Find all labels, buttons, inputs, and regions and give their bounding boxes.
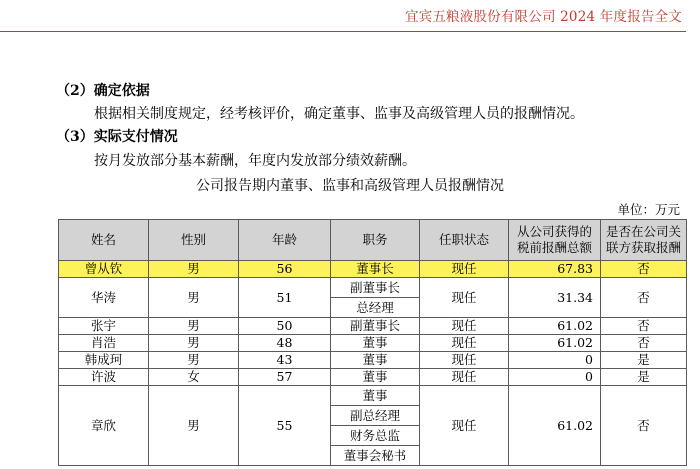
cell-pay: 31.34 (509, 278, 601, 318)
cell-pay: 67.83 (509, 261, 601, 278)
cell-status: 现任 (420, 352, 509, 369)
cell-position: 董事 (331, 335, 420, 352)
cell-age: 56 (239, 261, 331, 278)
cell-gender: 男 (149, 335, 239, 352)
header-position: 职务 (331, 220, 420, 261)
cell-gender: 女 (149, 369, 239, 386)
header-age: 年龄 (239, 220, 331, 261)
cell-name: 章欣 (59, 386, 149, 466)
cell-status: 现任 (420, 369, 509, 386)
cell-pay: 61.02 (509, 318, 601, 335)
position-entry: 董事会秘书 (343, 448, 407, 463)
cell-status: 现任 (420, 335, 509, 352)
table-row (59, 278, 687, 318)
cell-related: 否 (601, 261, 687, 278)
header-related: 是否在公司关 联方获取报酬 (601, 220, 687, 261)
cell-name: 肖浩 (59, 335, 149, 352)
header-divider (0, 31, 686, 32)
cell-name: 华涛 (59, 278, 149, 318)
table-row (59, 335, 687, 352)
cell-position: 副董事长 (331, 318, 420, 335)
section-3-body: 按月发放部分基本薪酬，年度内发放部分绩效薪酬。 (94, 153, 416, 169)
cell-related: 是 (601, 369, 687, 386)
cell-position: 董事 (331, 369, 420, 386)
table-caption: 公司报告期内董事、监事和高级管理人员报酬情况 (196, 178, 504, 194)
cell-related: 否 (601, 278, 687, 318)
position-entry: 总经理 (356, 300, 394, 315)
cell-gender: 男 (149, 386, 239, 466)
cell-gender: 男 (149, 278, 239, 318)
report-header-title: 宜宾五粮液股份有限公司 2024 年度报告全文 (404, 9, 682, 25)
cell-pay: 61.02 (509, 335, 601, 352)
cell-name: 张宇 (59, 318, 149, 335)
section-2-body: 根据相关制度规定，经考核评价，确定董事、监事及高级管理人员的报酬情况。 (94, 106, 584, 122)
cell-gender: 男 (149, 261, 239, 278)
table-row (59, 386, 687, 466)
header-name: 姓名 (59, 220, 149, 261)
cell-pay: 0 (509, 369, 601, 386)
cell-related: 否 (601, 335, 687, 352)
cell-status: 现任 (420, 278, 509, 318)
cell-related: 否 (601, 386, 687, 466)
position-entry: 董事 (330, 386, 420, 406)
compensation-table (58, 219, 687, 466)
cell-age: 50 (239, 318, 331, 335)
cell-pay: 61.02 (509, 386, 601, 466)
position-entry: 副董事长 (330, 278, 420, 298)
cell-status: 现任 (420, 386, 509, 466)
section-2-heading: （2）确定依据 (56, 83, 150, 99)
cell-pay: 0 (509, 352, 601, 369)
cell-name: 韩成珂 (59, 352, 149, 369)
cell-age: 57 (239, 369, 331, 386)
cell-status: 现任 (420, 261, 509, 278)
cell-name: 曾从钦 (59, 261, 149, 278)
table-row (59, 261, 687, 278)
cell-status: 现任 (420, 318, 509, 335)
header-gender: 性别 (149, 220, 239, 261)
header-pay: 从公司获得的 税前报酬总额 (509, 220, 601, 261)
cell-age: 43 (239, 352, 331, 369)
cell-name: 许波 (59, 369, 149, 386)
cell-position: 董事 (331, 352, 420, 369)
header-status: 任职状态 (420, 220, 509, 261)
cell-position (331, 278, 420, 318)
cell-age: 55 (239, 386, 331, 466)
cell-position (331, 386, 420, 466)
cell-age: 51 (239, 278, 331, 318)
cell-gender: 男 (149, 318, 239, 335)
table-row (59, 318, 687, 335)
position-entry: 财务总监 (330, 426, 420, 446)
cell-related: 是 (601, 352, 687, 369)
table-header-row (59, 220, 687, 261)
unit-label: 单位：万元 (617, 202, 680, 217)
cell-related: 否 (601, 318, 687, 335)
cell-gender: 男 (149, 352, 239, 369)
section-3-heading: （3）实际支付情况 (56, 129, 178, 145)
cell-position: 董事长 (331, 261, 420, 278)
table-row (59, 369, 687, 386)
position-entry: 副总经理 (330, 406, 420, 426)
cell-age: 48 (239, 335, 331, 352)
table-row (59, 352, 687, 369)
